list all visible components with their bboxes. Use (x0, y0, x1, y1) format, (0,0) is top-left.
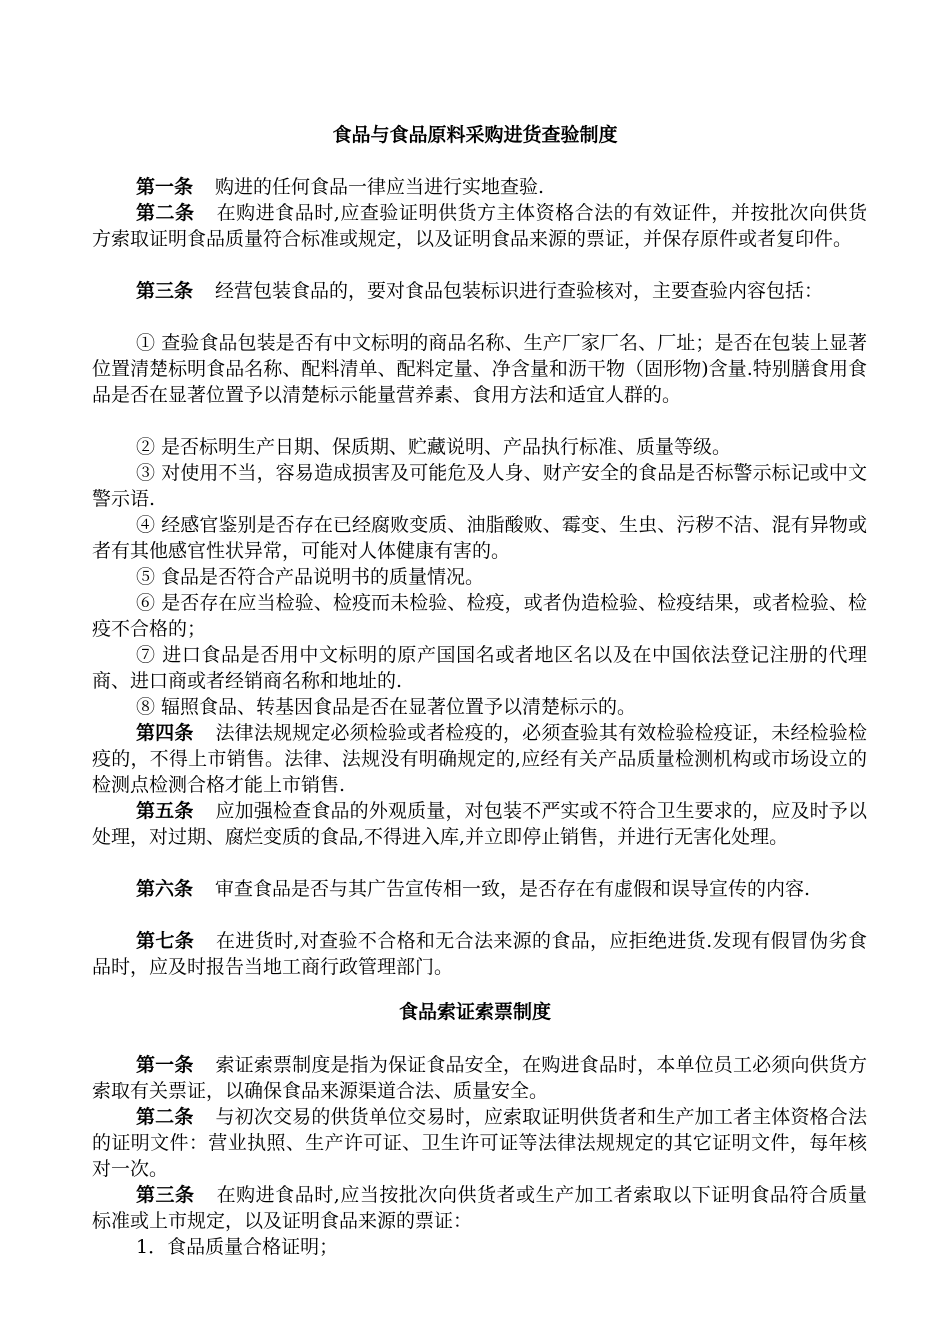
s1-article-1 (92, 174, 867, 200)
article-text: 在进货时,对查验不合格和无合法来源的食品，应拒绝进货.发现有假冒伪劣食品时，应及时报告当地工商行政管理部门。 (92, 930, 867, 978)
article-label: 第四条 (136, 722, 194, 744)
article-text: 与初次交易的供货单位交易时，应索取证明供货者和生产加工者主体资格合法的证明文件：营业执照、生产许可证、卫生许可证等法律法规规定的其它证明文件，每年核对一次。 (92, 1106, 867, 1180)
article-text: 审查食品是否与其广告宣传相一致，是否存在有虚假和误导宣传的内容. (215, 878, 811, 900)
section1-title: 食品与食品原料采购进货查验制度 (332, 124, 618, 146)
article-text: 应加强检查食品的外观质量，对包装不严实或不符合卫生要求的，应及时予以处理，对过期、腐烂变质的食品,不得进入库,并立即停止销售，并进行无害化处理。 (92, 800, 867, 848)
s2-article-1 (92, 1052, 867, 1104)
article-label: 第二条 (136, 202, 195, 224)
s1-article-6 (92, 876, 867, 902)
article-text: 索证索票制度是指为保证食品安全，在购进食品时，本单位员工必须向供货方索取有关票证，以确保食品来源渠道合法、质量安全。 (92, 1054, 867, 1102)
article-text: 购进的任何食品一律应当进行实地查验. (215, 176, 545, 198)
s2-article-2 (92, 1104, 867, 1182)
section2-title: 食品索证索票制度 (398, 1001, 551, 1023)
article-text: 在购进食品时,应当按批次向供货者或生产加工者索取以下证明食品符合质量标准或上市规定，以及证明食品来源的票证： (92, 1184, 867, 1232)
article-text: 经营包装食品的，要对食品包装标识进行查验核对，主要查验内容包括： (215, 280, 824, 302)
article-label: 第五条 (136, 800, 194, 822)
s1-item-5: ⑤ 食品是否符合产品说明书的质量情况。 (136, 566, 485, 588)
article-label: 第六条 (136, 878, 194, 900)
article-label: 第三条 (136, 1184, 195, 1206)
s1-article-4 (92, 720, 867, 798)
s2-item-1: 1．食品质量合格证明； (136, 1236, 339, 1258)
s1-item-6: ⑥ 是否存在应当检验、检疫而未检验、检疫，或者伪造检验、检疫结果，或者检验、检疫不合格的； (92, 592, 867, 640)
s1-item-7: ⑦ 进口食品是否用中文标明的原产国国名或者地区名以及在中国依法登记注册的代理商、进口商或者经销商名称和地址的. (92, 644, 867, 692)
s1-item-2: ② 是否标明生产日期、保质期、贮藏说明、产品执行标准、质量等级。 (136, 436, 732, 458)
article-label: 第二条 (136, 1106, 194, 1128)
article-label: 第一条 (136, 176, 194, 198)
article-label: 第三条 (136, 280, 194, 302)
s1-article-5 (92, 798, 867, 850)
s1-article-3 (92, 278, 867, 304)
article-label: 第一条 (136, 1054, 194, 1076)
s1-item-4: ④ 经感官鉴别是否存在已经腐败变质、油脂酸败、霉变、生虫、污秽不洁、混有异物或者有其他感官性状异常，可能对人体健康有害的。 (92, 514, 867, 562)
s1-article-7 (92, 928, 867, 980)
s1-article-2 (92, 200, 867, 252)
s1-item-3: ③ 对使用不当，容易造成损害及可能危及人身、财产安全的食品是否标警示标记或中文警示语. (92, 462, 867, 510)
s1-item-1: ① 查验食品包装是否有中文标明的商品名称、生产厂家厂名、厂址；是否在包装上显著位置清楚标明食品名称、配料清单、配料定量、净含量和沥干物（固形物)含量.特别膳食用食品是否在显著位置予以清楚标示能量营养素、食用方法和适宜人群的。 (92, 332, 867, 406)
article-text: 在购进食品时,应查验证明供货方主体资格合法的有效证件，并按批次向供货方索取证明食品质量符合标准或规定，以及证明食品来源的票证，并保存原件或者复印件。 (92, 202, 867, 250)
s2-article-3 (92, 1182, 867, 1234)
article-text: 法律法规规定必须检验或者检疫的，必须查验其有效检验检疫证，未经检验检疫的，不得上市销售。法律、法规没有明确规定的,应经有关产品质量检测机构或市场设立的检测点检测合格才能上市销售. (92, 722, 867, 796)
s1-item-8: ⑧ 辐照食品、转基因食品是否在显著位置予以清楚标示的。 (136, 696, 637, 718)
article-label: 第七条 (136, 930, 195, 952)
